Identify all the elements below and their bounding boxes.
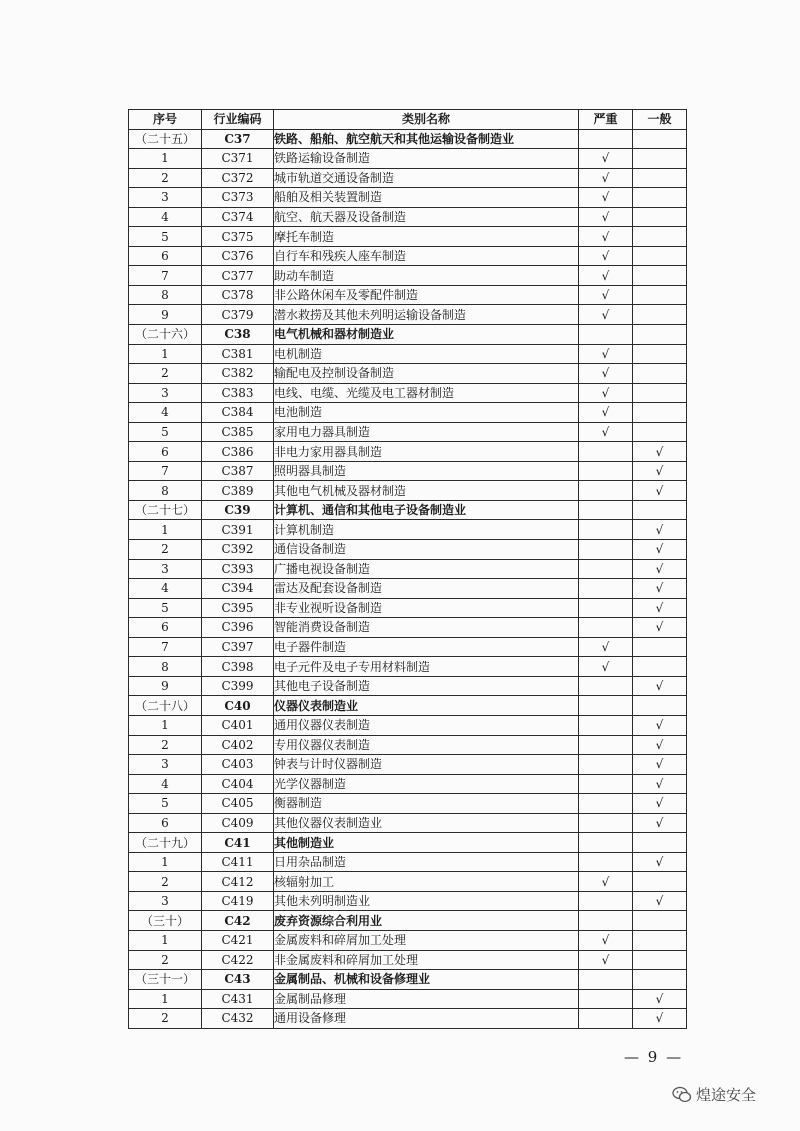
row-code: C394 [202, 579, 274, 599]
row-severe: √ [579, 246, 633, 266]
row-seq: 2 [129, 168, 202, 188]
row-name: 城市轨道交通设备制造 [274, 168, 579, 188]
row-name: 衡器制造 [274, 794, 579, 814]
row-severe: √ [579, 285, 633, 305]
row-general: √ [633, 598, 687, 618]
row-name: 潜水救捞及其他未列明运输设备制造 [274, 305, 579, 325]
row-general [633, 364, 687, 384]
table-row [129, 755, 687, 775]
row-name: 核辐射加工 [274, 872, 579, 892]
row-general [633, 325, 687, 345]
row-general: √ [633, 813, 687, 833]
row-severe: √ [579, 207, 633, 227]
row-general [633, 930, 687, 950]
row-code: C421 [202, 930, 274, 950]
row-seq: 7 [129, 637, 202, 657]
row-name: 金属制品修理 [274, 989, 579, 1009]
row-code: C40 [202, 696, 274, 716]
row-code: C391 [202, 520, 274, 540]
row-code: C382 [202, 364, 274, 384]
table-row [129, 950, 687, 970]
row-name: 钟表与计时仪器制造 [274, 755, 579, 775]
row-name: 计算机制造 [274, 520, 579, 540]
row-severe: √ [579, 227, 633, 247]
row-general [633, 344, 687, 364]
header-seq: 序号 [129, 110, 202, 130]
row-general: √ [633, 481, 687, 501]
table-row [129, 676, 687, 696]
row-severe [579, 911, 633, 931]
row-general [633, 149, 687, 169]
row-seq: 2 [129, 950, 202, 970]
table-row [129, 774, 687, 794]
row-name: 铁路运输设备制造 [274, 149, 579, 169]
row-code: C386 [202, 442, 274, 462]
row-severe [579, 579, 633, 599]
row-seq: （三十一） [129, 970, 202, 990]
watermark [672, 1084, 756, 1105]
row-severe [579, 891, 633, 911]
row-code: C377 [202, 266, 274, 286]
row-seq: （二十八） [129, 696, 202, 716]
row-code: C402 [202, 735, 274, 755]
table-row [129, 285, 687, 305]
row-name: 摩托车制造 [274, 227, 579, 247]
row-general [633, 168, 687, 188]
row-severe [579, 129, 633, 149]
header-name: 类别名称 [274, 110, 579, 130]
category-group-row [129, 696, 687, 716]
row-name: 自行车和残疾人座车制造 [274, 246, 579, 266]
row-severe [579, 715, 633, 735]
row-seq: 4 [129, 579, 202, 599]
row-code: C403 [202, 755, 274, 775]
row-severe [579, 989, 633, 1009]
table-row [129, 930, 687, 950]
row-general [633, 305, 687, 325]
row-general: √ [633, 442, 687, 462]
row-code: C41 [202, 833, 274, 853]
row-seq: 2 [129, 364, 202, 384]
row-code: C389 [202, 481, 274, 501]
category-group-row [129, 325, 687, 345]
row-severe: √ [579, 383, 633, 403]
wechat-icon [672, 1086, 692, 1104]
row-general: √ [633, 461, 687, 481]
row-severe [579, 696, 633, 716]
row-seq: 8 [129, 285, 202, 305]
table-row [129, 188, 687, 208]
row-name: 电机制造 [274, 344, 579, 364]
row-severe [579, 755, 633, 775]
table-row [129, 657, 687, 677]
table-body [129, 129, 687, 1028]
table-row [129, 794, 687, 814]
row-code: C393 [202, 559, 274, 579]
row-general: √ [633, 715, 687, 735]
row-name: 家用电力器具制造 [274, 422, 579, 442]
row-seq: 1 [129, 520, 202, 540]
row-name: 电子器件制造 [274, 637, 579, 657]
table-row [129, 442, 687, 462]
row-seq: 1 [129, 930, 202, 950]
row-seq: 5 [129, 422, 202, 442]
table-row [129, 520, 687, 540]
row-severe [579, 598, 633, 618]
row-code: C38 [202, 325, 274, 345]
row-seq: 6 [129, 246, 202, 266]
row-name: 雷达及配套设备制造 [274, 579, 579, 599]
row-code: C385 [202, 422, 274, 442]
table-row [129, 852, 687, 872]
row-seq: 2 [129, 1009, 202, 1029]
table-row [129, 422, 687, 442]
row-name: 电线、电缆、光缆及电工器材制造 [274, 383, 579, 403]
row-seq: 5 [129, 598, 202, 618]
row-seq: 2 [129, 540, 202, 560]
row-code: C412 [202, 872, 274, 892]
row-severe [579, 461, 633, 481]
table-row [129, 227, 687, 247]
row-name: 其他制造业 [274, 833, 579, 853]
row-severe [579, 735, 633, 755]
row-severe: √ [579, 657, 633, 677]
row-seq: 3 [129, 559, 202, 579]
table-row [129, 891, 687, 911]
table-row [129, 989, 687, 1009]
row-severe [579, 500, 633, 520]
row-severe: √ [579, 403, 633, 423]
row-general: √ [633, 618, 687, 638]
row-name: 电子元件及电子专用材料制造 [274, 657, 579, 677]
row-seq: （二十五） [129, 129, 202, 149]
row-name: 通信设备制造 [274, 540, 579, 560]
row-code: C419 [202, 891, 274, 911]
row-general [633, 383, 687, 403]
table-row [129, 637, 687, 657]
row-code: C374 [202, 207, 274, 227]
row-seq: 2 [129, 872, 202, 892]
table-row [129, 305, 687, 325]
row-general [633, 227, 687, 247]
row-severe: √ [579, 168, 633, 188]
row-code: C432 [202, 1009, 274, 1029]
row-code: C383 [202, 383, 274, 403]
row-general [633, 500, 687, 520]
row-code: C379 [202, 305, 274, 325]
row-code: C372 [202, 168, 274, 188]
row-code: C378 [202, 285, 274, 305]
row-code: C404 [202, 774, 274, 794]
row-name: 照明器具制造 [274, 461, 579, 481]
row-severe [579, 970, 633, 990]
row-code: C42 [202, 911, 274, 931]
table-row [129, 403, 687, 423]
row-general: √ [633, 540, 687, 560]
row-code: C398 [202, 657, 274, 677]
row-general [633, 696, 687, 716]
row-seq: 1 [129, 852, 202, 872]
table-row [129, 481, 687, 501]
table-row [129, 598, 687, 618]
table-row [129, 735, 687, 755]
row-code: C387 [202, 461, 274, 481]
category-group-row [129, 970, 687, 990]
row-seq: 4 [129, 403, 202, 423]
row-name: 光学仪器制造 [274, 774, 579, 794]
table-row [129, 461, 687, 481]
table-row [129, 872, 687, 892]
row-name: 其他电子设备制造 [274, 676, 579, 696]
row-code: C409 [202, 813, 274, 833]
row-seq: 9 [129, 305, 202, 325]
row-general [633, 950, 687, 970]
category-group-row [129, 129, 687, 149]
row-code: C405 [202, 794, 274, 814]
row-seq: 2 [129, 735, 202, 755]
table-row [129, 364, 687, 384]
row-seq: 3 [129, 383, 202, 403]
row-severe [579, 813, 633, 833]
row-seq: 3 [129, 891, 202, 911]
row-seq: 1 [129, 989, 202, 1009]
row-name: 智能消费设备制造 [274, 618, 579, 638]
table-row [129, 813, 687, 833]
row-general [633, 403, 687, 423]
row-general [633, 188, 687, 208]
row-severe [579, 540, 633, 560]
table-row [129, 1009, 687, 1029]
row-severe: √ [579, 422, 633, 442]
row-general: √ [633, 676, 687, 696]
row-general [633, 285, 687, 305]
row-general [633, 911, 687, 931]
row-seq: 1 [129, 149, 202, 169]
row-name: 其他电气机械及器材制造 [274, 481, 579, 501]
category-group-row [129, 911, 687, 931]
row-code: C37 [202, 129, 274, 149]
row-name: 航空、航天器及设备制造 [274, 207, 579, 227]
row-general: √ [633, 794, 687, 814]
row-code: C422 [202, 950, 274, 970]
row-code: C395 [202, 598, 274, 618]
row-seq: 3 [129, 755, 202, 775]
row-seq: 8 [129, 481, 202, 501]
category-group-row [129, 500, 687, 520]
row-name: 金属废料和碎屑加工处理 [274, 930, 579, 950]
row-general: √ [633, 1009, 687, 1029]
row-code: C384 [202, 403, 274, 423]
row-general: √ [633, 989, 687, 1009]
row-general [633, 129, 687, 149]
row-name: 日用杂品制造 [274, 852, 579, 872]
row-severe [579, 774, 633, 794]
row-general [633, 246, 687, 266]
row-severe [579, 618, 633, 638]
row-seq: 4 [129, 207, 202, 227]
table-row [129, 168, 687, 188]
row-severe: √ [579, 188, 633, 208]
header-severe: 严重 [579, 110, 633, 130]
row-seq: 7 [129, 266, 202, 286]
row-general [633, 207, 687, 227]
row-severe [579, 325, 633, 345]
row-code: C43 [202, 970, 274, 990]
row-name: 计算机、通信和其他电子设备制造业 [274, 500, 579, 520]
table-row [129, 344, 687, 364]
row-seq: 6 [129, 618, 202, 638]
row-general [633, 637, 687, 657]
row-code: C431 [202, 989, 274, 1009]
table-row [129, 246, 687, 266]
row-name: 废弃资源综合利用业 [274, 911, 579, 931]
header-code: 行业编码 [202, 110, 274, 130]
table-row [129, 149, 687, 169]
row-severe [579, 559, 633, 579]
row-code: C375 [202, 227, 274, 247]
row-general [633, 833, 687, 853]
row-general: √ [633, 520, 687, 540]
row-code: C39 [202, 500, 274, 520]
row-seq: 9 [129, 676, 202, 696]
row-general [633, 872, 687, 892]
row-name: 仪器仪表制造业 [274, 696, 579, 716]
row-seq: 5 [129, 794, 202, 814]
row-code: C397 [202, 637, 274, 657]
row-general: √ [633, 559, 687, 579]
table-row [129, 383, 687, 403]
row-severe [579, 1009, 633, 1029]
table-row [129, 207, 687, 227]
row-seq: 1 [129, 344, 202, 364]
row-name: 助动车制造 [274, 266, 579, 286]
row-code: C399 [202, 676, 274, 696]
row-general: √ [633, 852, 687, 872]
table-header-row [129, 110, 687, 130]
row-severe [579, 833, 633, 853]
row-name: 输配电及控制设备制造 [274, 364, 579, 384]
row-seq: （三十） [129, 911, 202, 931]
row-code: C381 [202, 344, 274, 364]
row-severe: √ [579, 266, 633, 286]
row-seq: 6 [129, 442, 202, 462]
row-seq: 3 [129, 188, 202, 208]
row-name: 电池制造 [274, 403, 579, 423]
row-severe: √ [579, 930, 633, 950]
row-severe [579, 442, 633, 462]
row-general: √ [633, 579, 687, 599]
row-name: 金属制品、机械和设备修理业 [274, 970, 579, 990]
row-severe: √ [579, 344, 633, 364]
row-general: √ [633, 891, 687, 911]
row-code: C401 [202, 715, 274, 735]
row-seq: （二十九） [129, 833, 202, 853]
row-name: 非电力家用器具制造 [274, 442, 579, 462]
industry-table [128, 109, 687, 1029]
row-seq: （二十六） [129, 325, 202, 345]
row-code: C376 [202, 246, 274, 266]
table-row [129, 559, 687, 579]
row-general [633, 266, 687, 286]
row-name: 广播电视设备制造 [274, 559, 579, 579]
table-row [129, 715, 687, 735]
row-severe [579, 852, 633, 872]
row-name: 铁路、船舶、航空航天和其他运输设备制造业 [274, 129, 579, 149]
row-general [633, 970, 687, 990]
header-general: 一般 [633, 110, 687, 130]
row-severe: √ [579, 872, 633, 892]
row-seq: 4 [129, 774, 202, 794]
row-code: C396 [202, 618, 274, 638]
row-name: 电气机械和器材制造业 [274, 325, 579, 345]
page-number: — 9 — [624, 1048, 684, 1066]
table-row [129, 266, 687, 286]
row-name: 其他仪器仪表制造业 [274, 813, 579, 833]
row-severe: √ [579, 305, 633, 325]
row-name: 非专业视听设备制造 [274, 598, 579, 618]
row-name: 通用设备修理 [274, 1009, 579, 1029]
row-name: 专用仪器仪表制造 [274, 735, 579, 755]
table-row [129, 579, 687, 599]
row-severe: √ [579, 364, 633, 384]
row-code: C371 [202, 149, 274, 169]
row-seq: 5 [129, 227, 202, 247]
row-code: C392 [202, 540, 274, 560]
row-name: 其他未列明制造业 [274, 891, 579, 911]
row-seq: 8 [129, 657, 202, 677]
row-severe [579, 520, 633, 540]
row-general [633, 422, 687, 442]
row-severe [579, 676, 633, 696]
row-severe: √ [579, 149, 633, 169]
row-severe [579, 481, 633, 501]
row-seq: （二十七） [129, 500, 202, 520]
row-name: 非公路休闲车及零配件制造 [274, 285, 579, 305]
row-code: C411 [202, 852, 274, 872]
row-general: √ [633, 774, 687, 794]
row-name: 通用仪器仪表制造 [274, 715, 579, 735]
row-severe: √ [579, 637, 633, 657]
row-name: 船舶及相关装置制造 [274, 188, 579, 208]
row-general: √ [633, 735, 687, 755]
row-code: C373 [202, 188, 274, 208]
row-name: 非金属废料和碎屑加工处理 [274, 950, 579, 970]
row-severe [579, 794, 633, 814]
table-row [129, 618, 687, 638]
row-seq: 1 [129, 715, 202, 735]
row-seq: 6 [129, 813, 202, 833]
table-row [129, 540, 687, 560]
watermark-text: 煌途安全 [696, 1086, 757, 1104]
row-general: √ [633, 755, 687, 775]
category-group-row [129, 833, 687, 853]
row-seq: 7 [129, 461, 202, 481]
row-severe: √ [579, 950, 633, 970]
row-general [633, 657, 687, 677]
